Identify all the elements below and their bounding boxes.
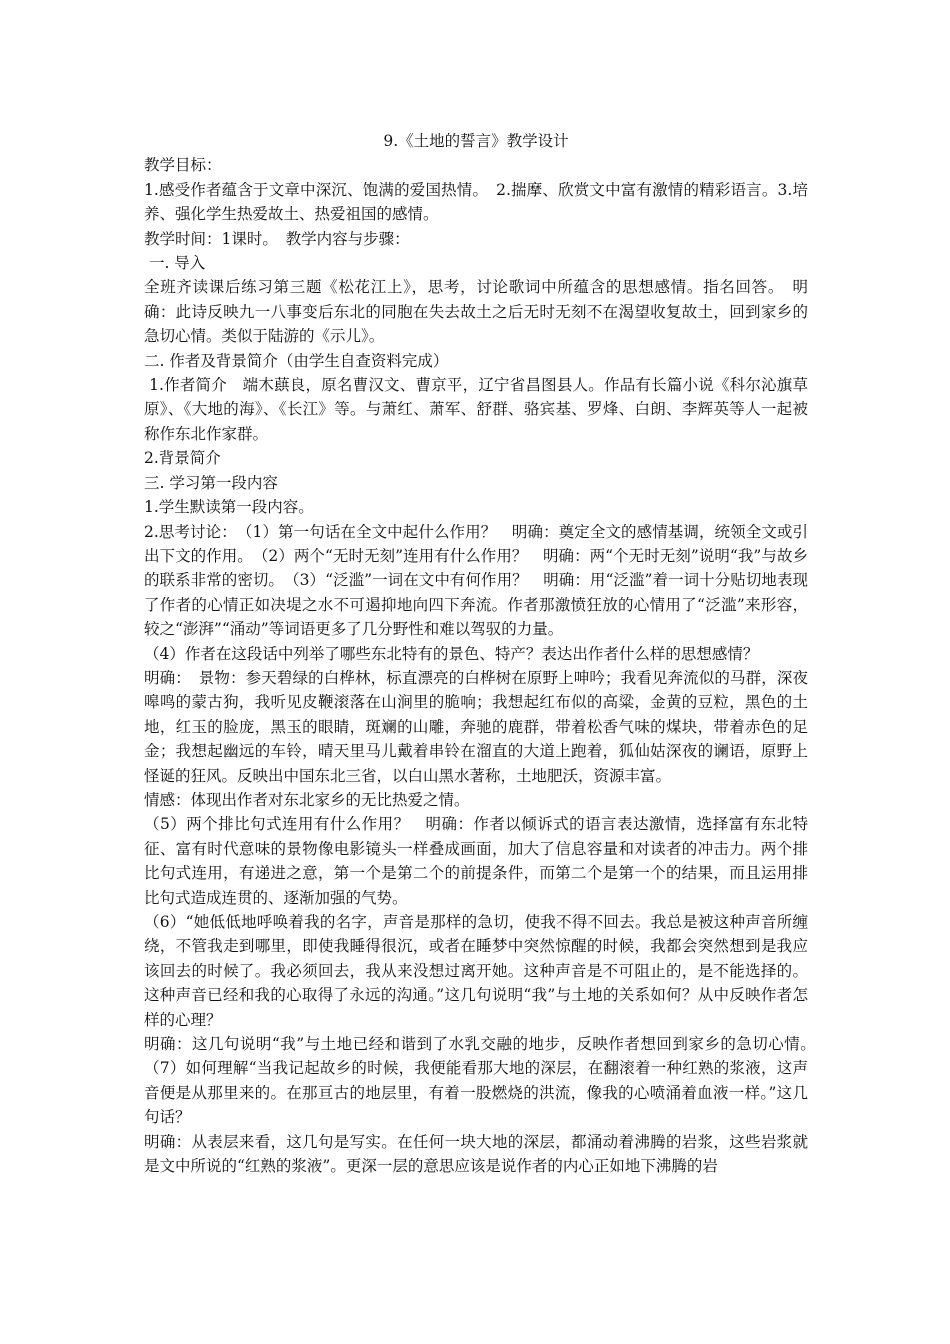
document-body bbox=[144, 129, 824, 1178]
discussion-paragraph: 2.思考讨论： （1）第一句话在全文中起什么作用？ 明确：奠定全文的感情基调，统领全文或引出下文的作用。 （2）两个“无时无刻”连用有什么作用？ 明确：两“个无时无刻”说明“我”与故乡的联系非常的密切。 （3）“泛滥”一词在文中有何作用？ 明确：用“泛滥”着一词十分贴切地表现了作者的心情正如决堤之水不可遏抑地向四下奔流。作者那激愤狂放的心情用了“泛滥”来形容，较之“澎湃”“涌动”等词语更多了几分野性和难以驾驭的力量。 bbox=[144, 522, 808, 639]
teaching-time-line: 教学时间：1课时。 教学内容与步骤： bbox=[144, 229, 410, 248]
author-intro-paragraph: 1.作者简介 端木蕻良，原名曹汉文、曹京平，辽宁省昌图县人。作品有长篇小说《科尔沁旗草原》、《大地的海》、《长江》等。与萧红、萧军、舒群、骆宾基、罗烽、白朗、李辉英等人一起被称作东北作家群。 bbox=[144, 376, 808, 443]
section-heading-author: 二. 作者及背景简介（由学生自查资料完成） bbox=[144, 351, 449, 370]
answer-4-scenery: 明确： 景物：参天碧绿的白桦林，标直漂亮的白桦树在原野上呻吟；我看见奔流似的马群，深夜嗥鸣的蒙古狗，我听见皮鞭滚落在山涧里的脆响；我想起红布似的高粱，金黄的豆粒，黑色的土地，红玉的脸庞，黑玉的眼睛，斑斓的山雕，奔驰的鹿群，带着松香气味的煤块，带着赤色的足金；我想起幽远的车铃，晴天里马儿戴着串铃在溜直的大道上跑着，狐仙姑深夜的谰语，原野上怪诞的狂风。反映出中国东北三省，以白山黑水著称，土地肥沃，资源丰富。 bbox=[144, 668, 808, 785]
silent-reading-step: 1.学生默读第一段内容。 bbox=[144, 498, 314, 517]
section-heading-intro: 一. 导入 bbox=[144, 254, 206, 273]
document-title: 9.《土地的誓言》教学设计 bbox=[383, 132, 569, 150]
background-heading: 2.背景简介 bbox=[144, 449, 221, 468]
question-6: （6）“她低低地呼唤着我的名字，声音是那样的急切，使我不得不回去。我总是被这种声音所缠绕，不管我走到哪里，即使我睡得很沉，或者在睡梦中突然惊醒的时候，我都会突然想到是我应该回去的时候了。我必须回去，我从来没想过离开她。这种声音是不可阻止的，是不能选择的。这种声音已经和我的心取得了永远的沟通。”这几句说明“我”与土地的关系如何？从中反映作者怎样的心理？ bbox=[144, 913, 808, 1029]
teaching-goals-heading: 教学目标： bbox=[144, 156, 222, 175]
section-heading-first-part: 三. 学习第一段内容 bbox=[144, 473, 278, 492]
teaching-goals-list: 1.感受作者蕴含于文章中深沉、饱满的爱国热情。 2.揣摩、欣赏文中富有激情的精彩语言。3.培养、强化学生热爱故土、热爱祖国的感情。 bbox=[144, 180, 808, 224]
answer-6-question-7: 明确：这几句说明“我”与土地已经和谐到了水乳交融的地步，反映作者想回到家乡的急切心情。 （7）如何理解“当我记起故乡的时候，我便能看那大地的深层，在翻滚着一种红熟的浆液，这声音便是从那里来的。在那亘古的地层里，有着一股燃烧的洪流，像我的心喷涌着血液一样。”这几句话？ bbox=[144, 1035, 824, 1127]
answer-4-emotion: 情感：体现出作者对东北家乡的无比热爱之情。 bbox=[144, 790, 470, 809]
answer-7: 明确：从表层来看，这几句是写实。在任何一块大地的深层，都涌动着沸腾的岩浆，这些岩浆就是文中所说的“红熟的浆液”。更深一层的意思应该是说作者的内心正如地下沸腾的岩 bbox=[144, 1132, 808, 1176]
question-4: （4）作者在这段话中列举了哪些东北特有的景色、特产？表达出作者什么样的思想感情？ bbox=[144, 644, 759, 663]
intro-paragraph: 全班齐读课后练习第三题《松花江上》，思考，讨论歌词中所蕴含的思想感情。指名回答。 明确：此诗反映九一八事变后东北的同胞在失去故土之后无时无刻不在渴望收复故土，回到家乡的急切心情。类似于陆游的《示儿》。 bbox=[144, 278, 808, 346]
question-5: （5）两个排比句式连用有什么作用？ 明确：作者以倾诉式的语言表达激情，选择富有东北特征、富有时代意味的景物像电影镜头一样叠成画面，加大了信息容量和对读者的冲击力。两个排比句式连用，有递进之意，第一个是第二个的前提条件，而第二个是第一个的结果，而且运用排比句式造成连贯的、逐渐加强的气势。 bbox=[144, 815, 808, 907]
